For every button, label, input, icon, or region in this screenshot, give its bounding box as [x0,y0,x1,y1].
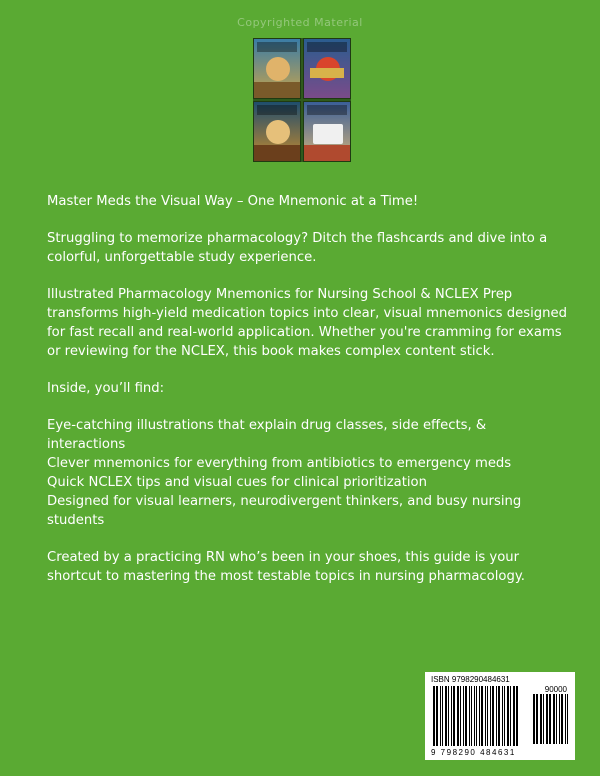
hook-paragraph: Struggling to memorize pharmacology? Ditch the flashcards and dive into a colorful, unforgettable study experience. [47,231,548,265]
cover-thumbnail-4 [303,101,351,162]
barcode-bar [433,686,435,746]
barcode-bar [567,694,568,744]
price-code: 90000 [544,685,567,694]
barcode-bar [496,686,497,746]
barcode-bar [465,686,467,746]
barcode-bar [490,686,491,746]
book-cover-thumbnails [253,38,351,162]
barcode-bar [559,694,560,744]
barcode-bar [448,686,449,746]
barcode-bar [471,686,472,746]
barcode-bar [504,686,505,746]
barcode-bar [536,694,538,744]
barcode-bars [433,686,529,746]
isbn-barcode [425,672,575,760]
barcode-bar [487,686,488,746]
description-paragraph: Illustrated Pharmacology Mnemonics for Nursing School & NCLEX Prep transforms high-yield medication topics into clear, visual mnemonics designed for fast recall and real-world application. Whether you're cramming for exams or reviewing for the NCLEX, this book makes complex content stick. [47,287,567,359]
barcode-bar [546,694,548,744]
barcode-bar [445,686,447,746]
closing-paragraph: Created by a practicing RN who’s been in your shoes, this guide is your shortcut to mastering the most testable topics in nursing pharmacology. [47,550,525,584]
barcode-bar [485,686,486,746]
barcode-bar [507,686,509,746]
barcode-bar [553,694,555,744]
back-cover-text [47,192,567,604]
barcode-number: 9 798290 484631 [431,748,516,757]
barcode-bar [533,694,535,744]
feature-item: Quick NCLEX tips and visual cues for clinical prioritization [47,475,427,490]
barcode-bar [498,686,500,746]
barcode-bar [451,686,452,746]
barcode-bar [436,686,438,746]
intro-line: Master Meds the Visual Way – One Mnemonic at a Time! [47,194,419,209]
cover-thumbnail-3 [253,101,301,162]
barcode-bar [549,694,551,744]
barcode-bar [543,694,544,744]
barcode-bar [516,686,518,746]
inside-heading: Inside, you’ll find: [47,381,165,396]
barcode-bar [474,686,475,746]
barcode-bar [479,686,480,746]
barcode-bar [561,694,563,744]
barcode-bar [556,694,557,744]
barcode-bar [510,686,511,746]
barcode-bar [476,686,477,746]
barcode-bar [460,686,461,746]
feature-list [47,416,567,530]
barcode-bar [440,686,441,746]
barcode-bar [492,686,494,746]
feature-item: Designed for visual learners, neurodivergent thinkers, and busy nursing students [47,494,522,528]
feature-item: Clever mnemonics for everything from antibiotics to emergency meds [47,456,512,471]
cover-thumbnail-2 [303,38,351,99]
barcode-bar [469,686,470,746]
barcode-bar [513,686,515,746]
barcode-bar [463,686,464,746]
barcode-bar [457,686,459,746]
cover-thumbnail-1 [253,38,301,99]
barcode-bar [565,694,566,744]
copyright-watermark: Copyrighted Material [237,16,363,29]
barcode-bar [502,686,503,746]
barcode-bar [540,694,542,744]
barcode-bar [442,686,443,746]
price-barcode-bars [533,694,571,744]
barcode-bar [453,686,455,746]
isbn-label: ISBN 9798290484631 [431,675,510,684]
barcode-bar [481,686,483,746]
feature-item: Eye-catching illustrations that explain drug classes, side effects, & interactions [47,418,487,452]
